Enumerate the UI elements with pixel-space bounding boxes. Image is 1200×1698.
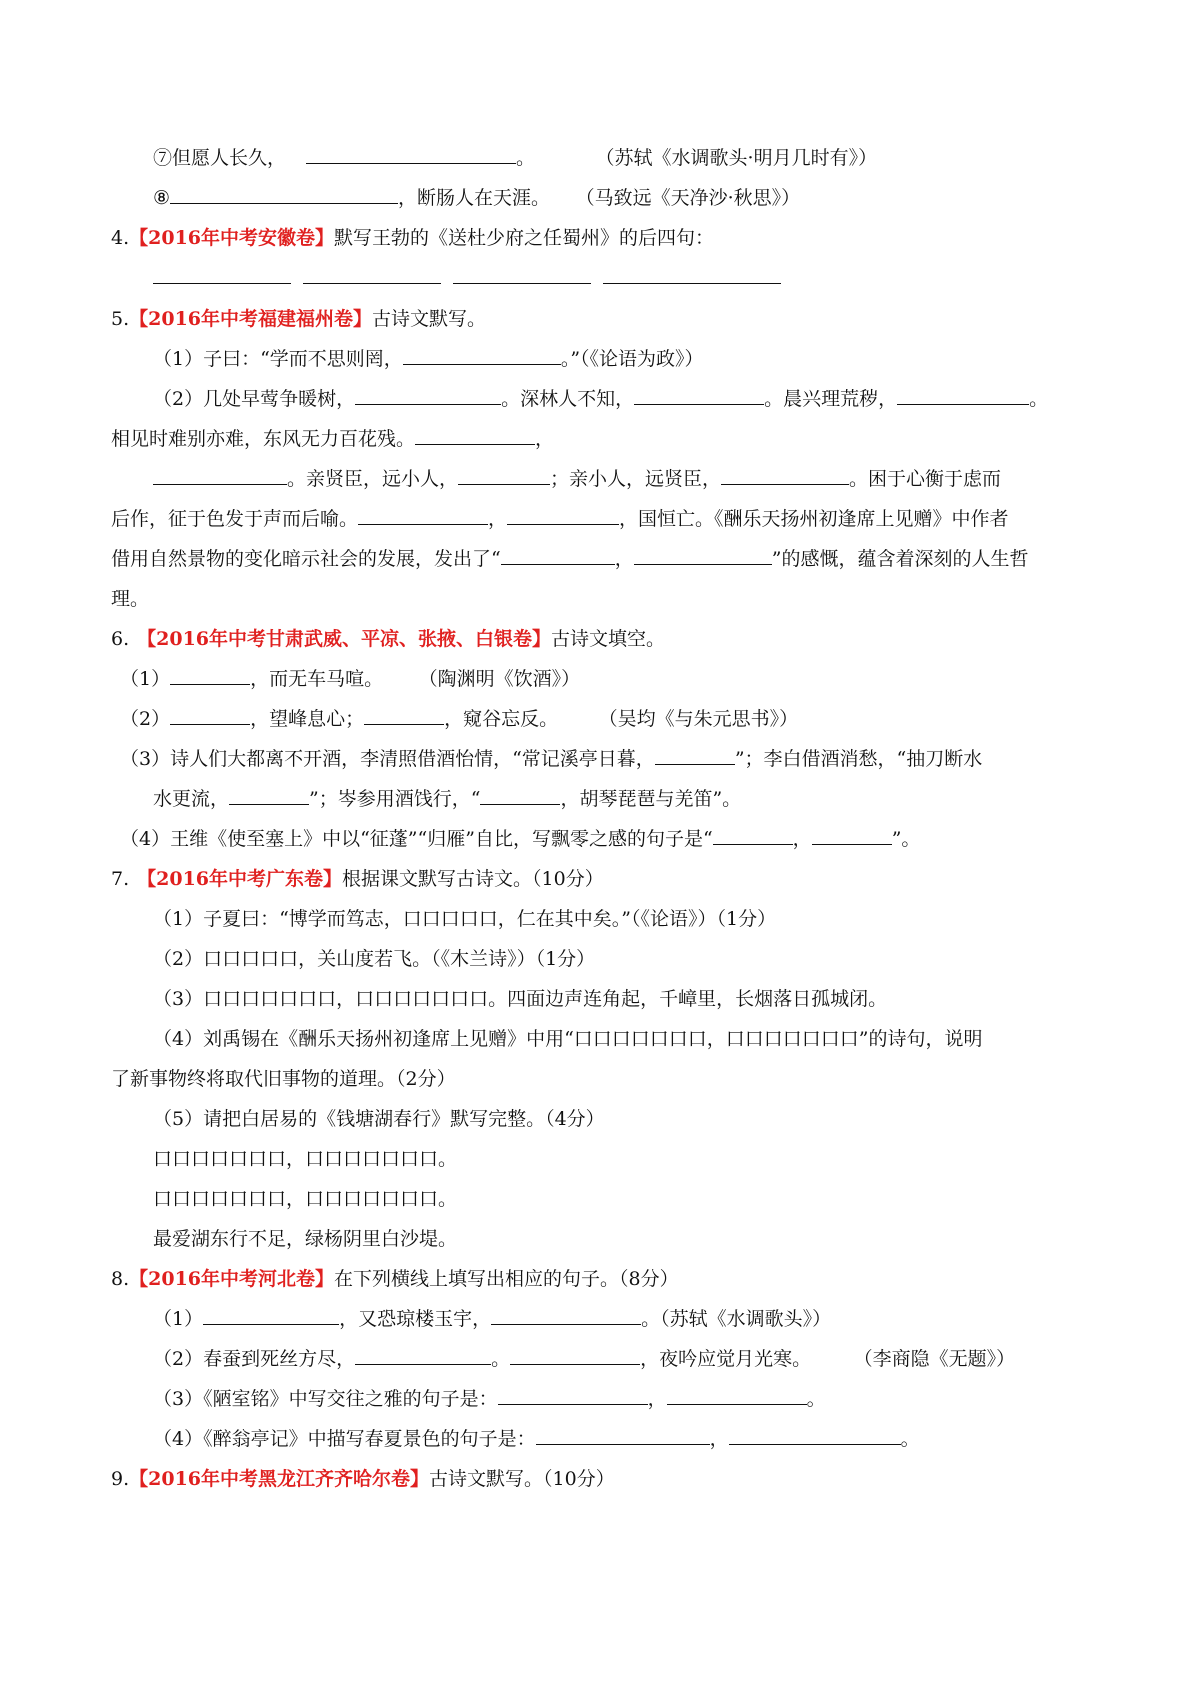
q8-sub4	[153, 1425, 920, 1453]
q3-item7	[153, 144, 877, 172]
q8-sub3-b: ，	[647, 1388, 667, 1410]
q6-sub2	[120, 705, 798, 733]
q8-sub2	[153, 1345, 1015, 1373]
question-prompt: 古诗文默写。（10分）	[429, 1468, 615, 1490]
q8-sub4-b: ，	[709, 1428, 729, 1450]
question-prompt: 默写王勃的《送杜少府之任蜀州》的后四句：	[334, 227, 715, 249]
q6-sub2-source: （吴均《与朱元思书》）	[608, 708, 799, 730]
q3-item8	[153, 184, 800, 212]
q5-sub2-line3	[153, 465, 1001, 493]
answer-blank[interactable]	[170, 666, 250, 685]
question-source-header: 【2016年中考福建福州卷】	[129, 308, 373, 330]
answer-blank[interactable]	[729, 1426, 901, 1445]
q8-sub2-source: （李商隐《无题》）	[863, 1348, 1016, 1370]
question-5	[111, 305, 486, 333]
answer-blank[interactable]	[634, 546, 772, 565]
q7-sub2-text: （2）口口口口口，关山度若飞。（《木兰诗》）（1分）	[153, 948, 596, 970]
q8-sub4-a: （4）《醉翁亭记》中描写春夏景色的句子是：	[153, 1428, 536, 1450]
q7-sub3	[153, 985, 887, 1013]
q5-sub2-line3-a: 。亲贤臣，远小人，	[287, 468, 459, 490]
answer-blank[interactable]	[536, 1426, 710, 1445]
q8-sub1	[153, 1305, 831, 1333]
answer-blank[interactable]	[501, 546, 615, 565]
question-prompt: 古诗文默写。	[372, 308, 487, 330]
q8-sub3-c: 。	[806, 1388, 826, 1410]
question-number: 9.	[111, 1468, 130, 1490]
answer-blank[interactable]	[812, 826, 892, 845]
q6-sub3-a: （3）诗人们大都离不开酒，李清照借酒怡情，“常记溪亭日暮，	[120, 748, 655, 770]
q5-sub2-c: 。晨兴理荒秽，	[764, 388, 898, 410]
q7-sub2	[153, 945, 595, 973]
q3-item7-source: （苏轼《水调歌头·明月几时有》）	[605, 147, 878, 169]
question-source-header: 【2016年中考甘肃武威、平凉、张掖、白银卷】	[137, 628, 552, 650]
q3-item8-mark: ⑧	[153, 187, 171, 209]
q8-sub1-mid: ，又恐琼楼玉宇，	[339, 1308, 492, 1330]
question-9	[111, 1465, 615, 1493]
q6-sub3-b: ”；李白借酒消愁，“抽刀断水	[734, 748, 983, 770]
answer-blank[interactable]	[415, 426, 535, 445]
q6-sub4	[120, 825, 920, 853]
q7-sub4-line1	[153, 1025, 983, 1053]
poem-line: 口口口口口口口，口口口口口口口。	[153, 1188, 458, 1210]
q7-sub5-poem-line1	[153, 1145, 457, 1173]
answer-blank[interactable]	[170, 706, 250, 725]
answer-blank[interactable]	[306, 145, 516, 164]
answer-blank[interactable]	[458, 466, 550, 485]
answer-blank[interactable]	[603, 265, 781, 284]
q6-sub4-b: ，	[792, 828, 812, 850]
answer-blank[interactable]	[897, 386, 1029, 405]
question-source-header: 【2016年中考广东卷】	[137, 868, 343, 890]
q7-sub4-line1-text: （4）刘禹锡在《酬乐天扬州初逢席上见赠》中用“口口口口口口口，口口口口口口口”的诗句，说明	[153, 1028, 983, 1050]
q5-sub2-line2-end: ，	[535, 428, 555, 450]
q5-sub2-d: 。	[1029, 388, 1049, 410]
q5-sub2-line1	[153, 385, 1048, 413]
question-8	[111, 1265, 679, 1293]
answer-blank[interactable]	[153, 466, 287, 485]
q5-sub2-line6	[111, 585, 149, 613]
q7-sub3-text: （3）口口口口口口口，口口口口口口口。四面边声连角起，千嶂里，长烟落日孤城闭。	[153, 988, 888, 1010]
q3-item7-end: 。	[516, 147, 536, 169]
answer-blank[interactable]	[229, 786, 309, 805]
question-4	[111, 224, 714, 252]
q5-sub2-line2	[111, 425, 554, 453]
q8-sub2-b: 。	[491, 1348, 511, 1370]
q7-sub1	[153, 905, 776, 933]
question-prompt: 在下列横线上填写出相应的句子。（8分）	[334, 1268, 679, 1290]
q6-sub3-line2-b: ”；岑参用酒饯行，“	[309, 788, 481, 810]
q5-sub2-a: （2）几处早莺争暖树，	[153, 388, 356, 410]
answer-blank[interactable]	[203, 1306, 339, 1325]
q5-sub2-b: 。深林人不知，	[501, 388, 635, 410]
q5-sub2-line3-b: ；亲小人，远贤臣，	[550, 468, 722, 490]
question-6	[111, 625, 665, 653]
q6-sub4-a: （4）王维《使至塞上》中以“征蓬”“归雁”自比，写飘零之感的句子是“	[120, 828, 713, 850]
answer-blank[interactable]	[355, 386, 501, 405]
q6-sub1-text: ，而无车马喧。	[250, 668, 384, 690]
q8-sub2-a: （2）春蚕到死丝方尽，	[153, 1348, 356, 1370]
answer-blank[interactable]	[491, 1306, 641, 1325]
q5-sub2-line6-text: 理。	[111, 588, 150, 610]
question-number: 4.	[111, 227, 130, 249]
q6-sub2-num: （2）	[120, 708, 171, 730]
q8-sub4-c: 。	[900, 1428, 920, 1450]
q3-item7-text: ⑦但愿人长久，	[153, 147, 287, 169]
q5-sub2-line4-b: ，	[488, 508, 508, 530]
q6-sub2-text: ，窥谷忘反。	[444, 708, 559, 730]
answer-blank[interactable]	[358, 506, 488, 525]
poem-line: 最爱湖东行不足，绿杨阴里白沙堤。	[153, 1228, 458, 1250]
answer-blank[interactable]	[153, 265, 291, 284]
q7-sub5	[153, 1105, 605, 1133]
q5-sub2-line5-c: ”的感慨，蕴含着深刻的人生哲	[771, 548, 1029, 570]
q5-sub2-line4-a: 后作，征于色发于声而后喻。	[111, 508, 359, 530]
q6-sub3-line2-a: 水更流，	[153, 788, 230, 810]
q5-sub2-line5-a: 借用自然景物的变化暗示社会的发展，发出了“	[111, 548, 501, 570]
q3-item8-source: （马致远《天净沙·秋思》）	[585, 187, 801, 209]
answer-blank[interactable]	[403, 346, 561, 365]
question-source-header: 【2016年中考黑龙江齐齐哈尔卷】	[129, 1468, 430, 1490]
q6-sub3-line2	[153, 785, 741, 813]
answer-blank[interactable]	[713, 826, 793, 845]
q5-sub1	[153, 345, 704, 373]
q7-sub5-text: （5）请把白居易的《钱塘湖春行》默写完整。（4分）	[153, 1108, 605, 1130]
q8-sub1-end: 。（苏轼《水调歌头》）	[641, 1308, 832, 1330]
answer-blank[interactable]	[498, 1386, 648, 1405]
question-prompt: 根据课文默写古诗文。（10分）	[342, 868, 604, 890]
q6-sub3-line2-c: ，胡琴琵琶与羌笛”。	[560, 788, 742, 810]
q6-sub1	[120, 665, 580, 693]
question-number: 5.	[111, 308, 130, 330]
answer-blank[interactable]	[303, 265, 441, 284]
q6-sub4-c: ”。	[891, 828, 921, 850]
answer-blank[interactable]	[721, 466, 849, 485]
q7-sub5-poem-line2	[153, 1185, 457, 1213]
answer-blank[interactable]	[355, 1346, 491, 1365]
q6-sub1-num: （1）	[120, 668, 171, 690]
question-number: 8.	[111, 1268, 130, 1290]
answer-blank[interactable]	[510, 1346, 640, 1365]
q8-sub1-num: （1）	[153, 1308, 204, 1330]
q5-sub2-line3-c: 。困于心衡于虑而	[849, 468, 1002, 490]
q8-sub2-c: ，夜吟应觉月光寒。	[640, 1348, 812, 1370]
q5-sub2-line2-text: 相见时难别亦难，东风无力百花残。	[111, 428, 416, 450]
q5-sub2-line5-b: ，	[614, 548, 634, 570]
question-prompt: 古诗文填空。	[551, 628, 666, 650]
question-number: 6.	[111, 628, 130, 650]
q4-answer-lines	[153, 264, 781, 292]
q5-sub2-line5	[111, 545, 1028, 573]
question-7	[111, 865, 604, 893]
q5-sub1-end: 。”（《论语为政》）	[560, 348, 704, 370]
poem-line: 口口口口口口口，口口口口口口口。	[153, 1148, 458, 1170]
q6-sub2-mid: ，望峰息心；	[250, 708, 365, 730]
q7-sub1-text: （1）子夏曰：“博学而笃志，口口口口口，仁在其中矣。”（《论语》）（1分）	[153, 908, 777, 930]
q6-sub1-source: （陶渊明《饮酒》）	[428, 668, 581, 690]
q3-item8-text: ，断肠人在天涯。	[398, 187, 551, 209]
q5-sub2-line4	[111, 505, 1009, 533]
q7-sub4-line2-text: 了新事物终将取代旧事物的道理。（2分）	[111, 1068, 456, 1090]
question-number: 7.	[111, 868, 130, 890]
q8-sub3-a: （3）《陋室铭》中写交往之雅的句子是：	[153, 1388, 498, 1410]
answer-blank[interactable]	[480, 786, 560, 805]
q7-sub4-line2	[111, 1065, 456, 1093]
answer-blank[interactable]	[634, 386, 764, 405]
answer-blank[interactable]	[667, 1386, 807, 1405]
answer-blank[interactable]	[364, 706, 444, 725]
question-source-header: 【2016年中考安徽卷】	[129, 227, 335, 249]
answer-blank[interactable]	[655, 746, 735, 765]
q5-sub1-text: （1）子曰：“学而不思则罔，	[153, 348, 403, 370]
question-source-header: 【2016年中考河北卷】	[129, 1268, 335, 1290]
q7-sub5-poem-line3	[153, 1225, 457, 1253]
answer-blank[interactable]	[507, 506, 619, 525]
q8-sub3	[153, 1385, 826, 1413]
q5-sub2-line4-c: ，国恒亡。《酬乐天扬州初逢席上见赠》中作者	[619, 508, 1009, 530]
q6-sub3-line1	[120, 745, 982, 773]
answer-blank[interactable]	[170, 185, 398, 204]
answer-blank[interactable]	[453, 265, 591, 284]
